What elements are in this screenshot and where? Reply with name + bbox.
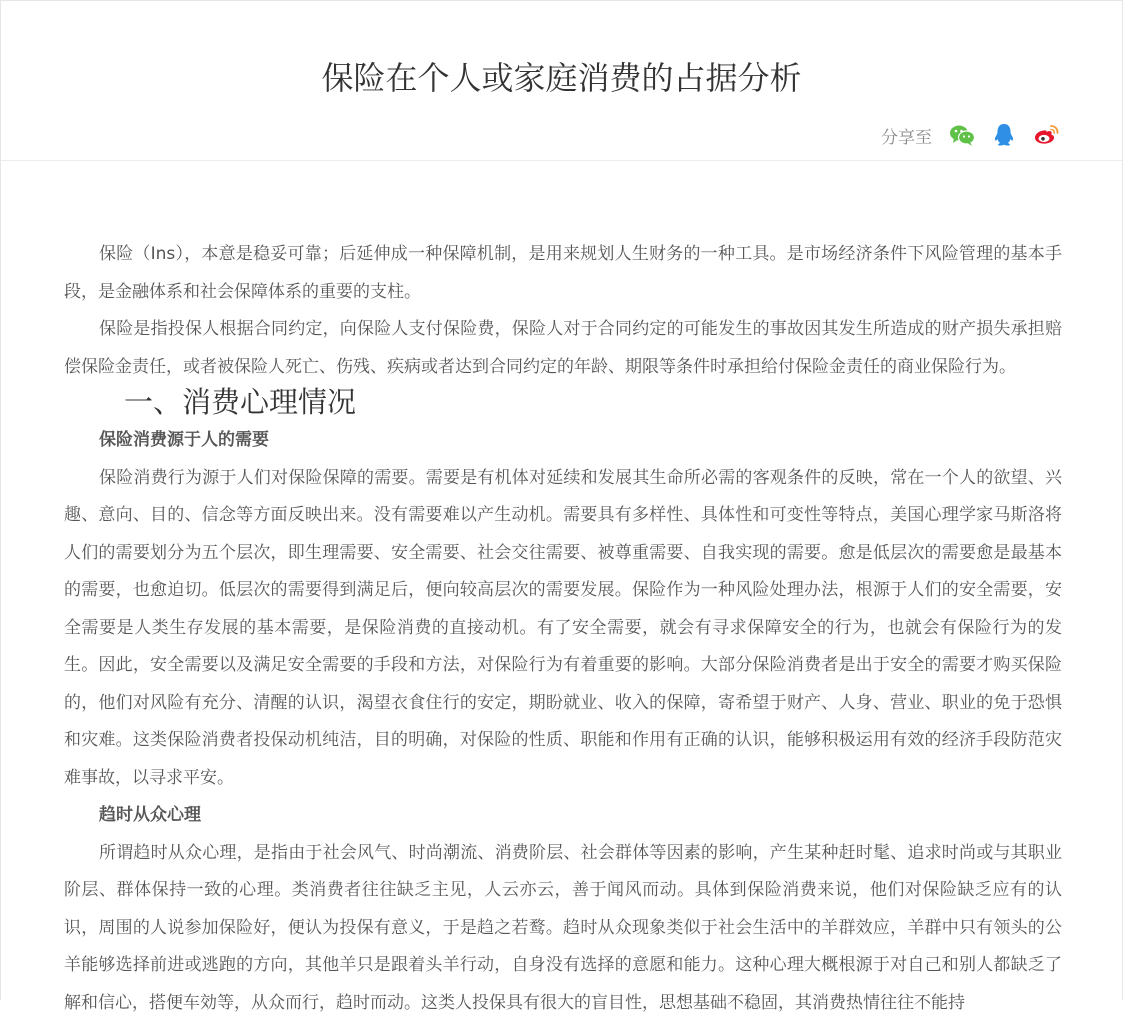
qq-icon[interactable] [990,121,1018,149]
subsection-heading-need: 保险消费源于人的需要 [64,422,1062,460]
intro-paragraph-1: 保险（Ins），本意是稳妥可靠；后延伸成一种保障机制，是用来规划人生财务的一种工具。是市场经济条件下风险管理的基本手段，是金融体系和社会保障体系的重要的支柱。 [64,236,1062,311]
section-heading: 一、消费心理情况 [64,382,1062,422]
need-paragraph: 保险消费行为源于人们对保险保障的需要。需要是有机体对延续和发展其生命所必需的客观条件的反映，常在一个人的欲望、兴趣、意向、目的、信念等方面反映出来。没有需要难以产生动机。需要具有多样性、具体性和可变性等特点，美国心理学家马斯洛将人们的需要划分为五个层次，即生理需要、安全需要、社会交往需要、被尊重需要、自我实现的需要。愈是低层次的需要愈是最基本的需要，也愈迫切。低层次的需要得到满足后，便向较高层次的需要发展。保险作为一种风险处理办法，根源于人们的安全需要，安全需要是人类生存发展的基本需要，是保险消费的直接动机。有了安全需要，就会有寻求保障安全的行为，也就会有保险行为的发生。因此，安全需要以及满足安全需要的手段和方法，对保险行为有着重要的影响。大部分保险消费者是出于安全的需要才购买保险的，他们对风险有充分、清醒的认识，渴望衣食住行的安定，期盼就业、收入的保障，寄希望于财产、人身、营业、职业的免于恐惧和灾难。这类保险消费者投保动机纯洁，目的明确，对保险的性质、职能和作用有正确的认识，能够积极运用有效的经济手段防范灾难事故，以寻求平安。 [64,460,1062,798]
intro-paragraph-2: 保险是指投保人根据合同约定，向保险人支付保险费，保险人对于合同约定的可能发生的事故因其发生所造成的财产损失承担赔偿保险金责任，或者被保险人死亡、伤残、疾病或者达到合同约定的年龄、期限等条件时承担给付保险金责任的商业保险行为。 [64,311,1062,386]
article-body [64,236,1062,1022]
share-bar [881,121,1060,149]
subsection-heading-conformity: 趋时从众心理 [64,797,1062,835]
conformity-paragraph: 所谓趋时从众心理，是指由于社会风气、时尚潮流、消费阶层、社会群体等因素的影响，产生某种赶时髦、追求时尚或与其职业阶层、群体保持一致的心理。类消费者往往缺乏主见，人云亦云，善于闻风而动。具体到保险消费来说，他们对保险缺乏应有的认识，周围的人说参加保险好，便认为投保有意义，于是趋之若鹜。趋时从众现象类似于社会生活中的羊群效应，羊群中只有领头的公羊能够选择前进或逃跑的方向，其他羊只是跟着头羊行动，自身没有选择的意愿和能力。这种心理大概根源于对自己和别人都缺乏了解和信心，搭便车効等，从众而行，趋时而动。这类人投保具有很大的盲目性，思想基础不稳固，其消费热情往往不能持 [64,835,1062,1022]
share-label: 分享至 [881,123,932,148]
wechat-icon[interactable] [948,121,976,149]
article-title: 保险在个人或家庭消费的占据分析 [1,53,1122,99]
article-header [1,1,1122,161]
weibo-icon[interactable] [1032,121,1060,149]
